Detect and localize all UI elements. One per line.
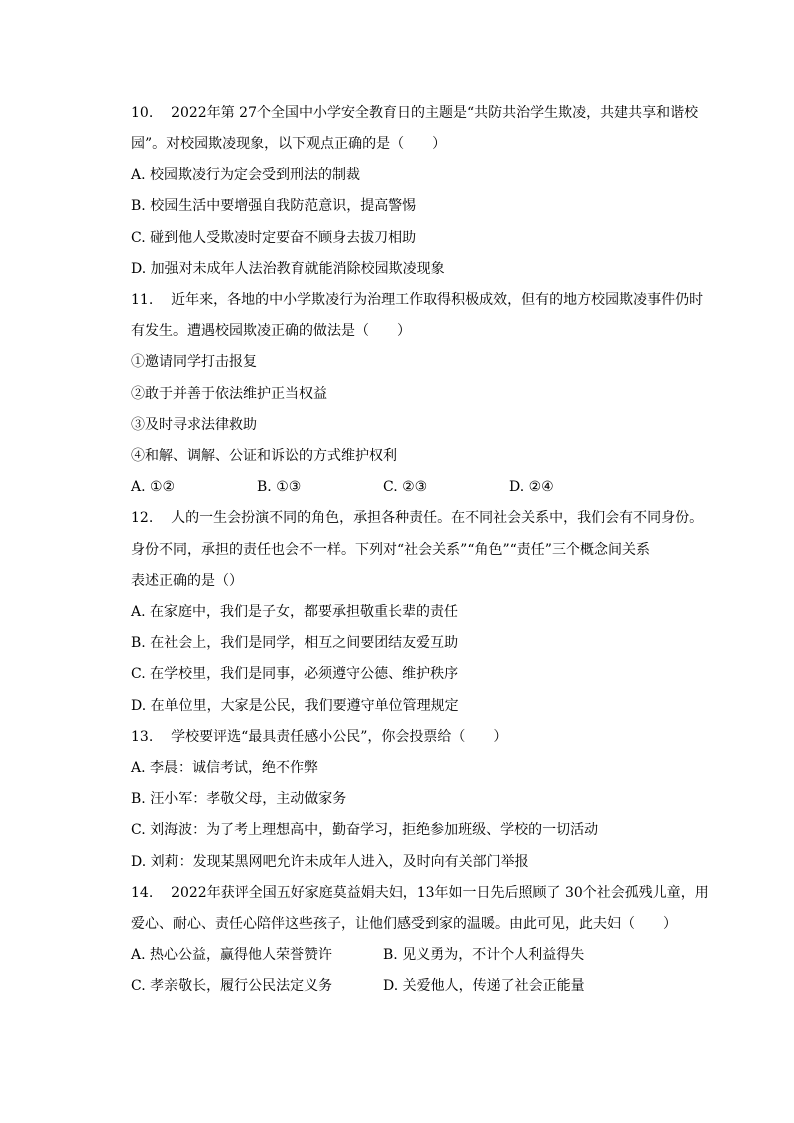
question-14-number: 14. [131,885,154,901]
question-11-stem-1: 近年来，各地的中小学欺凌行为治理工作取得积极成效，但有的地方校园欺凌事件仍时 [171,292,704,308]
question-14-line-1 [131,883,709,903]
question-11-option-b: B. ①③ [257,479,302,495]
question-11-statement-3: ③及时寻求法律救助 [131,417,257,433]
question-14-stem-2: 爱心、耐心、责任心陪伴这些孩子，让他们感受到家的温暖。由此可见，此夫妇（ ） [131,916,677,932]
question-11-option-c: C. ②③ [383,479,428,495]
question-12-option-c: C. 在学校里，我们是同事，必须遵守公德、维护秩序 [131,666,459,682]
question-12-stem-1: 人的一生会扮演不同的角色，承担各种责任。在不同社会关系中，我们会有不同身份。 [171,510,704,526]
question-10-option-d: D. 加强对未成年人法治教育就能消除校园欺凌现象 [131,261,445,277]
question-11-number: 11. [131,292,154,308]
question-14-option-d: D. 关爱他人，传递了社会正能量 [383,978,585,994]
question-12-stem-2: 身份不同，承担的责任也会不一样。下列对“社会关系”“角色”“责任”三个概念间关系 [131,542,650,558]
question-13-option-c: C. 刘海波：为了考上理想高中，勤奋学习，拒绝参加班级、学校的一切活动 [131,822,599,838]
question-10-stem-1: 2022年第 27个全国中小学安全教育日的主题是“共防共治学生欺凌，共建共享和谐校 [171,105,699,121]
question-11-option-a: A. ①② [131,479,176,495]
question-12-option-d: D. 在单位里，大家是公民，我们要遵守单位管理规定 [131,698,459,714]
question-12-number: 12. [131,510,154,526]
question-11-line-1 [131,290,703,310]
question-14-option-c: C. 孝亲敬长，履行公民法定义务 [131,978,333,994]
question-14-stem-1: 2022年获评全国五好家庭莫益娟夫妇，13年如一日先后照顾了 30个社会孤残儿童，用 [171,885,709,901]
question-10-option-b: B. 校园生活中要增强自我防范意识，提高警惕 [131,198,417,214]
question-11-statement-4: ④和解、调解、公证和诉讼的方式维护权利 [131,448,397,464]
question-13-option-a: A. 李晨：诚信考试，绝不作弊 [131,760,319,776]
question-11-statement-2: ②敢于并善于依法维护正当权益 [131,386,327,402]
question-12-option-b: B. 在社会上，我们是同学，相互之间要团结友爱互助 [131,635,459,651]
question-12-option-a: A. 在家庭中，我们是子女，都要承担敬重长辈的责任 [131,604,459,620]
question-10-number: 10. [131,105,154,121]
question-13-number: 13. [131,729,154,745]
question-14-option-b: B. 见义勇为，不计个人利益得失 [383,947,585,963]
question-11-option-d: D. ②④ [509,479,554,495]
question-13-stem-1: 学校要评选“最具责任感小公民”，你会投票给（ ） [171,729,508,745]
question-12-line-1 [131,508,703,528]
question-13-line-1 [131,727,507,747]
question-13-option-d: D. 刘莉：发现某黑网吧允许未成年人进入，及时向有关部门举报 [131,854,529,870]
question-11-stem-2: 有发生。遭遇校园欺凌正确的做法是（ ） [131,323,411,339]
question-12-stem-3: 表述正确的是（） [131,573,243,589]
question-11-statement-1: ①邀请同学打击报复 [131,354,257,370]
question-13-option-b: B. 汪小军：孝敬父母，主动做家务 [131,791,347,807]
question-10-line-1 [131,103,698,123]
question-10-stem-2: 园”。对校园欺凌现象，以下观点正确的是（ ） [131,136,447,152]
question-10-option-a: A. 校园欺凌行为定会受到刑法的制裁 [131,167,361,183]
question-14-option-a: A. 热心公益，赢得他人荣誉赞许 [131,947,333,963]
question-10-option-c: C. 碰到他人受欺凌时定要奋不顾身去拔刀相助 [131,230,417,246]
